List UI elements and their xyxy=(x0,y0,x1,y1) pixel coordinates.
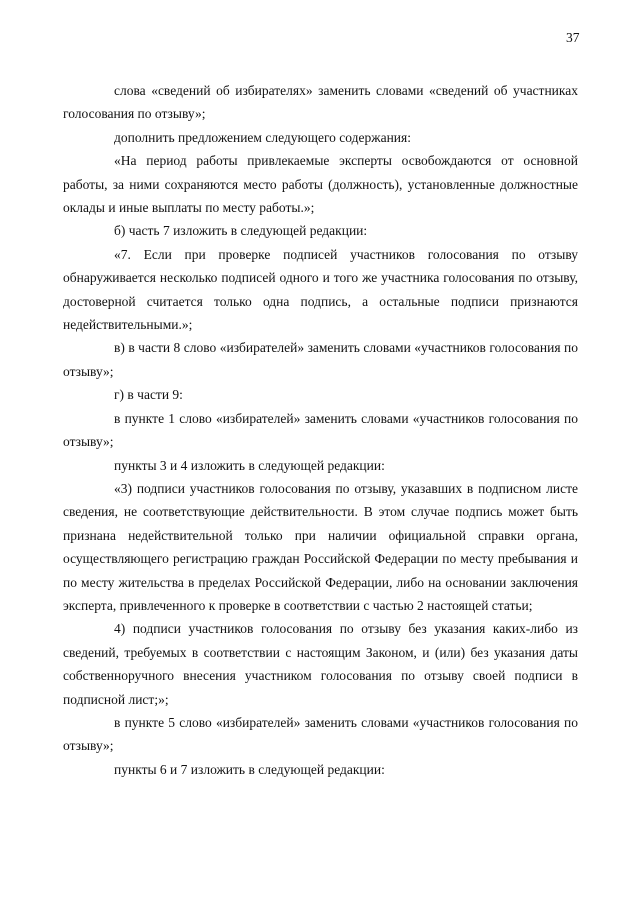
paragraph: пункты 6 и 7 изложить в следующей редакции: xyxy=(114,761,385,777)
paragraph: «7. Если при проверке подписей участников голосования по отзыву обнаруживается несколько подписей одного и того же участника голосования по отзыву, достоверной считается только одна подпись, а остальные подписи признаются недействительными.»; xyxy=(63,246,578,333)
paragraph: пункты 3 и 4 изложить в следующей редакции: xyxy=(114,457,385,473)
paragraph: в пункте 1 слово «избирателей» заменить словами «участников голосования по отзыву»; xyxy=(63,410,578,450)
paragraph: слова «сведений об избирателях» заменить словами «сведений об участниках голосования по отзыву»; xyxy=(63,83,578,122)
paragraph: дополнить предложением следующего содержания: xyxy=(114,129,411,145)
page-number: 37 xyxy=(566,30,580,45)
paragraph: в пункте 5 слово «избирателей» заменить словами «участников голосования по отзыву»; xyxy=(63,714,578,754)
paragraph: 4) подписи участников голосования по отзыву без указания каких-либо из сведений, требуемых в соответствии с настоящим Законом, и (или) без указания даты собственноручного внесения участником голосования по отзыву своей подписи в подписной лист;»; xyxy=(63,621,578,707)
document-body xyxy=(63,79,578,781)
paragraph: в) в части 8 слово «избирателей» заменить словами «участников голосования по отзыву»; xyxy=(63,340,578,379)
paragraph: г) в части 9: xyxy=(114,387,183,403)
paragraph: «На период работы привлекаемые эксперты освобождаются от основной работы, за ними сохраняются место работы (должность), установленные должностные оклады и иные выплаты по месту работы.»; xyxy=(63,153,578,216)
paragraph: «3) подписи участников голосования по отзыву, указавших в подписном листе сведения, не соответствующие действительности. В этом случае подпись может быть признана недействительной только при наличии официальной справки органа, осуществляющего регистрацию граждан Российской Федерации по месту пребывания и по месту жительства в пределах Российской Федерации, либо на основании заключения эксперта, привлеченного к проверке в соответствии с частью 2 настоящей статьи; xyxy=(63,480,578,613)
paragraph: б) часть 7 изложить в следующей редакции: xyxy=(114,223,368,239)
